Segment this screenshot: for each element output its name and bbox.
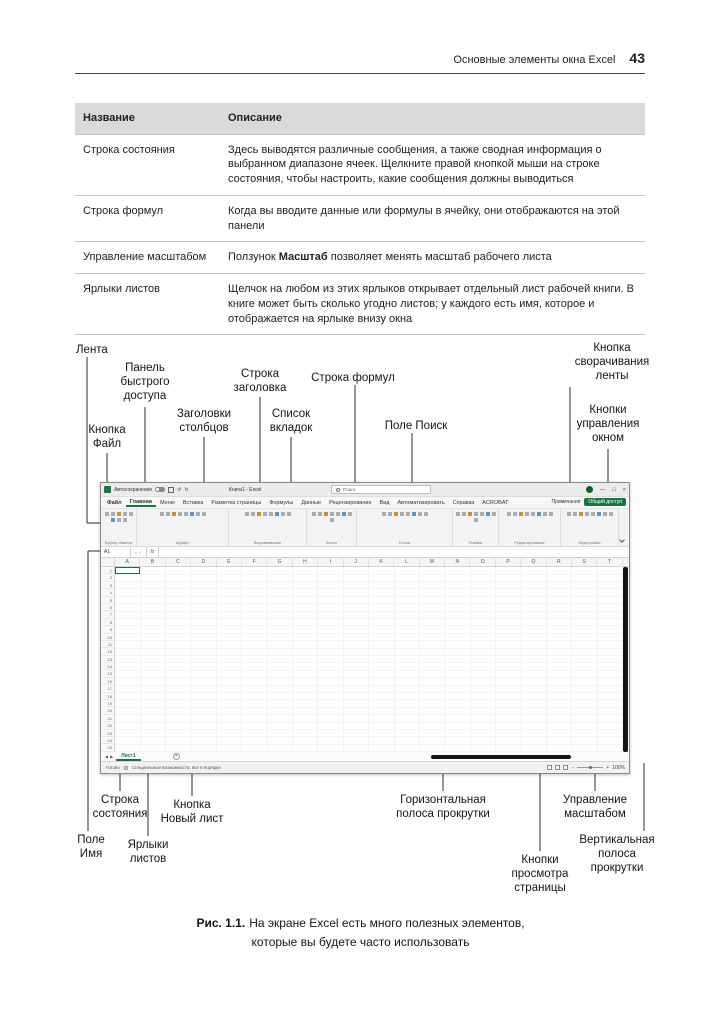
collapse-ribbon-icon[interactable]: [619, 537, 625, 543]
comments-button[interactable]: Примечания: [551, 499, 581, 505]
row-number[interactable]: 22: [101, 722, 114, 729]
formula-input[interactable]: [159, 547, 629, 557]
column-header[interactable]: O: [470, 558, 495, 566]
ribbon-tab-3[interactable]: Меню: [160, 499, 175, 506]
label-page-view-buttons: Кнопки просмотра страницы: [511, 854, 569, 895]
row-number[interactable]: 9: [101, 626, 114, 633]
column-header[interactable]: G: [267, 558, 292, 566]
ribbon-tab-12[interactable]: ACROBAT: [482, 499, 509, 506]
search-box[interactable]: [331, 485, 431, 494]
column-header[interactable]: D: [191, 558, 216, 566]
row-number[interactable]: 7: [101, 611, 114, 618]
accessibility-icon: [124, 766, 128, 770]
row-number[interactable]: 2: [101, 574, 114, 581]
page-number: 43: [629, 50, 645, 66]
zoom-in-button[interactable]: +: [606, 764, 610, 771]
fx-icon[interactable]: fx: [147, 547, 159, 557]
column-header[interactable]: T: [597, 558, 622, 566]
worksheet-area: [101, 567, 629, 752]
table-row: [75, 242, 645, 274]
autosave-toggle[interactable]: [155, 487, 165, 492]
column-header[interactable]: R: [547, 558, 572, 566]
label-new-sheet: Кнопка Новый лист: [160, 799, 224, 826]
figure-caption: [0, 914, 721, 952]
row-number[interactable]: 25: [101, 744, 114, 751]
table-cell-desc: Здесь выводятся различные сообщения, а также сводная информация о выбранном диапазоне ячеек. Щелкните правой кнопкой мыши на строке состояния, чтобы настроить, какие сообщения должны выводиться: [228, 143, 602, 186]
table-header-row: [75, 103, 645, 135]
undo-icon[interactable]: ↺: [177, 486, 182, 493]
row-number[interactable]: 17: [101, 685, 114, 692]
table-cell-name: Ярлыки листов: [83, 283, 160, 296]
row-number[interactable]: 4: [101, 589, 114, 596]
column-header[interactable]: J: [344, 558, 369, 566]
row-number[interactable]: 14: [101, 663, 114, 670]
ribbon-tab-6[interactable]: Формулы: [269, 499, 294, 506]
running-title: Основные элементы окна Excel: [453, 54, 616, 66]
status-ready: Готово: [106, 765, 120, 770]
caption-line2: которые вы будете часто использовать: [251, 935, 470, 950]
vertical-scrollbar[interactable]: [623, 567, 628, 752]
row-number[interactable]: 10: [101, 634, 114, 641]
zoom-out-button[interactable]: −: [571, 764, 575, 771]
sheet-next-icon[interactable]: ▶: [110, 754, 114, 759]
figure-number: Рис. 1.1.: [196, 916, 246, 930]
status-accessibility: Специальные возможности: все в порядке: [131, 765, 221, 770]
column-header[interactable]: Q: [521, 558, 546, 566]
enter-icon[interactable]: ✓: [138, 549, 143, 555]
caption-line1: На экране Excel есть много полезных элементов,: [249, 916, 525, 930]
table-header-name: Название: [83, 112, 135, 124]
row-number[interactable]: 21: [101, 715, 114, 722]
column-header[interactable]: C: [166, 558, 191, 566]
column-header[interactable]: S: [572, 558, 597, 566]
ribbon-group[interactable]: Выравнивание: [229, 509, 307, 546]
column-header[interactable]: A: [115, 558, 140, 566]
label-formula-bar: Строка формул: [311, 372, 395, 384]
ribbon-group[interactable]: Ячейки: [453, 509, 499, 546]
ribbon-tab-5[interactable]: Разметка страницы: [211, 499, 262, 506]
row-number[interactable]: 18: [101, 693, 114, 700]
column-header[interactable]: E: [217, 558, 242, 566]
table-cell-name: Строка состояния: [83, 143, 175, 156]
label-collapse-ribbon: Кнопка сворачивания ленты: [574, 342, 650, 383]
figure-1-1: [0, 333, 721, 913]
ribbon-group[interactable]: Редактирование: [499, 509, 561, 546]
sheet-tab-bar: [101, 752, 629, 762]
table-header-desc: Описание: [228, 112, 282, 124]
column-header-row: [101, 558, 629, 567]
column-header[interactable]: F: [242, 558, 267, 566]
row-number[interactable]: 11: [101, 641, 114, 648]
label-tab-list: Список вкладок: [269, 408, 313, 435]
label-name-box: Поле Имя: [77, 834, 105, 861]
cancel-icon[interactable]: ×: [134, 549, 137, 555]
table-cell-name: Управление масштабом: [83, 251, 207, 264]
normal-view-button[interactable]: [547, 765, 552, 770]
label-zoom-control: Управление масштабом: [563, 794, 627, 821]
table-cell-desc: Ползунок Масштаб позволяет менять масштаб рабочего листа: [228, 251, 552, 264]
ribbon-tab-8[interactable]: Рецензирование: [329, 499, 372, 506]
ribbon-tab-11[interactable]: Справка: [452, 499, 475, 506]
ribbon-tabs: [101, 497, 629, 509]
minimize-button[interactable]: —: [599, 486, 606, 493]
row-number[interactable]: 3: [101, 582, 114, 589]
row-number[interactable]: 23: [101, 730, 114, 737]
formula-bar: [101, 547, 629, 558]
row-number[interactable]: 8: [101, 619, 114, 626]
window-controls: [586, 483, 626, 496]
ribbon-tab-1[interactable]: Файл: [107, 499, 122, 506]
row-number[interactable]: 13: [101, 656, 114, 663]
row-number[interactable]: 15: [101, 670, 114, 677]
table-row: [75, 196, 645, 242]
column-header[interactable]: L: [394, 558, 419, 566]
status-right: [547, 762, 625, 773]
page-break-view-button[interactable]: [563, 765, 568, 770]
ribbon-tab-2[interactable]: Главная: [126, 499, 156, 507]
close-button[interactable]: ×: [622, 486, 626, 493]
column-header[interactable]: H: [293, 558, 318, 566]
new-sheet-button[interactable]: +: [173, 753, 180, 760]
label-search-field: Поле Поиск: [384, 420, 448, 432]
label-sheet-tabs: Ярлыки листов: [127, 839, 169, 866]
excel-title-bar: [101, 483, 629, 497]
label-h-scroll: Горизонтальная полоса прокрутки: [396, 794, 490, 821]
ribbon-group[interactable]: Буфер обмена: [101, 509, 137, 546]
label-file-button: Кнопка Файл: [88, 424, 126, 451]
ribbon-group[interactable]: Шрифт: [137, 509, 229, 546]
row-number[interactable]: 6: [101, 604, 114, 611]
excel-app-icon: [104, 486, 111, 493]
header-divider: [75, 73, 645, 74]
page-layout-view-button[interactable]: [555, 765, 560, 770]
row-number[interactable]: 19: [101, 700, 114, 707]
zoom-value: 100%: [612, 764, 625, 771]
running-head: [75, 50, 645, 66]
name-box[interactable]: A1: [101, 547, 131, 557]
column-header[interactable]: M: [420, 558, 445, 566]
formula-marks: [131, 547, 147, 557]
column-header[interactable]: K: [369, 558, 394, 566]
excel-window: [100, 482, 630, 774]
column-header[interactable]: I: [318, 558, 343, 566]
workbook-title: Книга1 - Excel: [229, 486, 262, 493]
row-number[interactable]: 24: [101, 737, 114, 744]
ribbon-group[interactable]: Надстройки: [561, 509, 619, 546]
row-number[interactable]: 20: [101, 707, 114, 714]
row-number[interactable]: 16: [101, 678, 114, 685]
ribbon-tab-4[interactable]: Вставка: [182, 499, 204, 506]
ribbon-tab-7[interactable]: Данные: [301, 499, 322, 506]
label-title-bar: Строка заголовка: [233, 368, 287, 395]
selected-cell-a1[interactable]: [115, 567, 140, 574]
table-row: [75, 135, 645, 196]
column-headers: [115, 558, 629, 566]
share-button[interactable]: Общий доступ: [584, 498, 626, 506]
maximize-button[interactable]: □: [612, 486, 616, 493]
label-quick-access: Панель быстрого доступа: [120, 362, 170, 403]
label-status-bar: Строка состояния: [92, 794, 148, 821]
column-header[interactable]: P: [496, 558, 521, 566]
ribbon-group[interactable]: Число: [307, 509, 357, 546]
account-avatar[interactable]: [586, 486, 593, 493]
sheet-prev-icon[interactable]: ◀: [105, 754, 109, 759]
tabs-right-buttons: [552, 498, 626, 506]
ribbon-group[interactable]: Стили: [357, 509, 453, 546]
label-ribbon: Лента: [76, 344, 108, 356]
label-column-headers: Заголовки столбцов: [176, 408, 232, 435]
label-window-controls: Кнопки управления окном: [576, 404, 640, 445]
select-all-corner[interactable]: [101, 558, 115, 566]
save-icon[interactable]: [168, 487, 174, 493]
row-numbers: [101, 567, 115, 752]
quick-access-toolbar: [104, 483, 189, 496]
row-number[interactable]: 1: [101, 567, 114, 574]
zoom-slider[interactable]: [577, 767, 603, 768]
table-cell-name: Строка формул: [83, 204, 164, 217]
horizontal-scrollbar[interactable]: [431, 755, 571, 759]
row-number[interactable]: 12: [101, 648, 114, 655]
sheet-tab[interactable]: Лист1: [116, 753, 141, 761]
row-number[interactable]: 5: [101, 597, 114, 604]
search-icon: [336, 488, 340, 492]
table-cell-desc: Когда вы вводите данные или формулы в ячейку, они отображаются на этой панели: [228, 204, 620, 232]
ribbon-tab-9[interactable]: Вид: [379, 499, 390, 506]
label-v-scroll: Вертикальная полоса прокрутки: [579, 834, 655, 875]
column-header[interactable]: N: [445, 558, 470, 566]
ribbon: [101, 509, 629, 547]
ribbon-tab-10[interactable]: Автоматизировать: [397, 499, 445, 506]
column-header[interactable]: B: [140, 558, 165, 566]
table-row: [75, 274, 645, 335]
redo-icon[interactable]: ↻: [184, 486, 189, 493]
status-bar: [101, 762, 629, 773]
autosave-label: Автосохранение: [114, 486, 153, 493]
cell-grid[interactable]: [115, 567, 629, 752]
table-cell-desc: Щелчок на любом из этих ярлыков открывает отдельный лист рабочей книги. В книге может быть сколько угодно листов; у каждого есть имя, которое и отображается на ярлыке внизу окна: [228, 283, 634, 325]
elements-table: [75, 103, 645, 335]
search-placeholder: Поиск: [343, 487, 356, 492]
